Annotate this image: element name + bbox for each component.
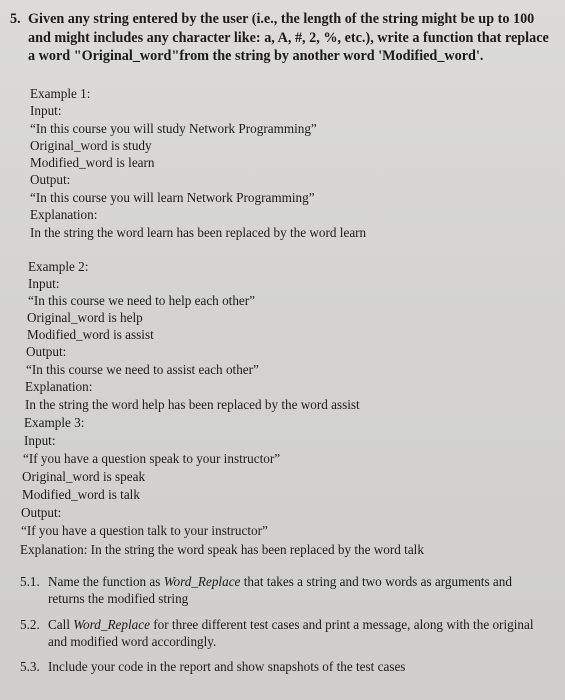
example-1-output-label: Output: <box>30 172 71 187</box>
subtask-5-1-text: Name the function as Word_Replace that takes a string and two words as arguments and returns the modified string <box>48 574 512 606</box>
subtask-5-3-text: Include your code in the report and show snapshots of the test cases <box>48 659 406 674</box>
example-3-input-label: Input: <box>24 433 56 448</box>
question-text: Given any string entered by the user (i.e., the length of the string might be up to 100 and might includes any character like: a, A, #, 2, %, etc.), write a function that replace a word "Original_word"from the string by another word 'Modified_word'. <box>28 11 549 64</box>
question-number: 5. <box>10 11 21 27</box>
subtask-5-2 <box>20 616 550 650</box>
example-1-input-label: Input: <box>30 103 62 118</box>
example-1-input: “In this course you will study Network Programming” <box>30 121 317 136</box>
example-3-output: “If you have a question talk to your instructor” <box>21 523 268 538</box>
example-2-input-label: Input: <box>28 276 60 291</box>
subtask-5-3-number: 5.3. <box>20 659 40 674</box>
example-1-original-word: Original_word is study <box>30 138 152 153</box>
function-name: Word_Replace <box>73 617 150 632</box>
example-2-input: “In this course we need to help each other” <box>28 293 256 308</box>
example-2-original-word: Original_word is help <box>27 310 143 325</box>
subtask-5-3 <box>20 658 550 675</box>
example-1-title: Example 1: <box>30 86 91 101</box>
example-2-output-label: Output: <box>26 344 67 359</box>
example-3-output-label-text: Output: <box>21 505 62 520</box>
example-2-explanation-label: Explanation: <box>25 379 93 394</box>
example-2-title: Example 2: <box>28 259 89 274</box>
example-3-modified-word: Modified_word is talk <box>22 487 140 502</box>
example-2-modified-word: Modified_word is assist <box>27 327 154 342</box>
example-1-explanation-label: Explanation: <box>30 207 98 222</box>
subtask-5-1 <box>20 573 550 607</box>
example-3-explanation: Explanation: In the string the word speak has been replaced by the word talk <box>20 542 424 557</box>
subtask-5-1-number: 5.1. <box>20 574 40 589</box>
example-3-input: “If you have a question speak to your instructor” <box>23 451 281 466</box>
example-2-output: “In this course we need to assist each other” <box>26 362 259 377</box>
subtask-5-2-number: 5.2. <box>20 617 40 632</box>
example-1-modified-word: Modified_word is learn <box>30 155 155 170</box>
function-name: Word_Replace <box>163 574 241 589</box>
example-1-output: “In this course you will learn Network Programming” <box>30 190 315 205</box>
example-2-explanation: In the string the word help has been replaced by the word assist <box>25 397 360 412</box>
subtask-5-2-text: Call Word_Replace for three different test cases and print a message, along with the original and modified word accordingly. <box>48 617 534 649</box>
example-1-explanation: In the string the word learn has been replaced by the word learn <box>30 225 367 240</box>
example-3-title: Example 3: <box>24 415 85 430</box>
question-heading <box>10 10 555 66</box>
example-3-original-word: Original_word is speak <box>22 469 146 484</box>
